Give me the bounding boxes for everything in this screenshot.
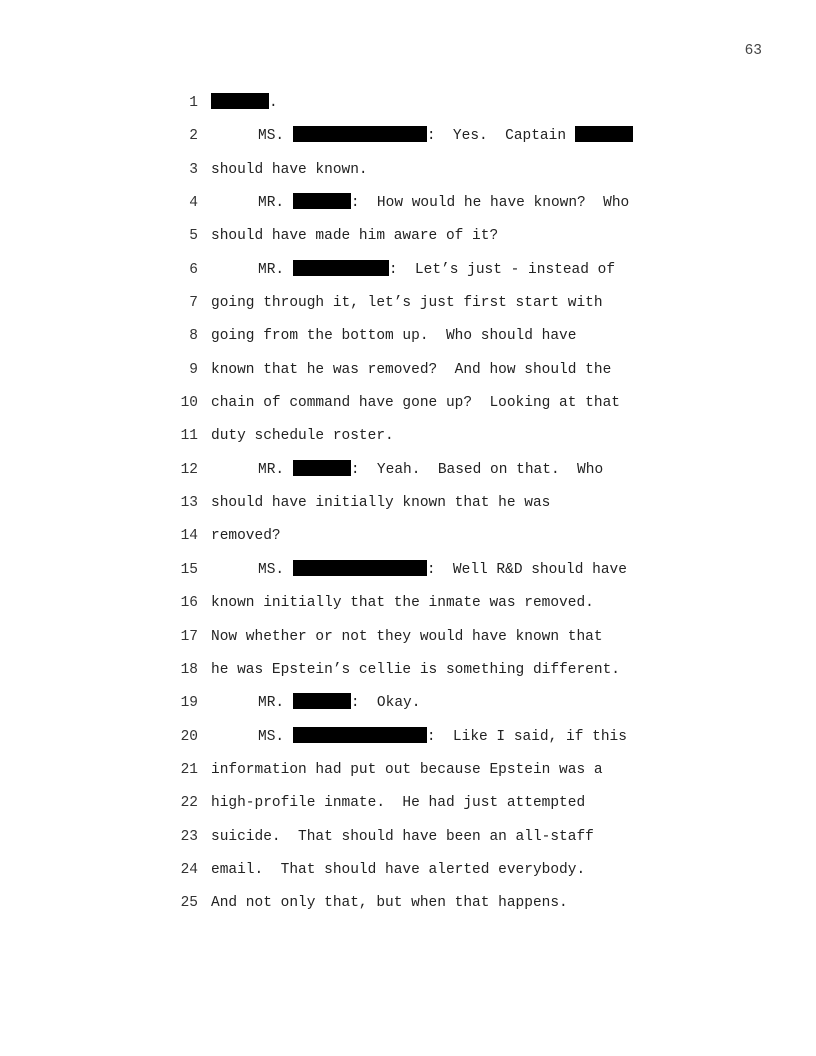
text-segment: chain of command have gone up? Looking at that: [211, 395, 620, 412]
text-segment: : Yes. Captain: [426, 128, 575, 145]
transcript-line: [0, 692, 816, 725]
transcript-body: [0, 92, 816, 926]
line-number: 25: [180, 895, 198, 912]
line-text: [211, 759, 603, 781]
line-number: 10: [180, 395, 198, 412]
text-segment: : Well R&D should have: [426, 561, 627, 578]
text-segment: duty schedule roster.: [211, 428, 394, 445]
text-segment: going from the bottom up. Who should have: [211, 328, 577, 345]
line-text: [211, 659, 620, 681]
redaction-box: [293, 126, 427, 142]
line-text: [211, 359, 611, 381]
redaction-box: [293, 693, 351, 709]
line-text: [258, 125, 633, 147]
line-number: 5: [189, 228, 198, 245]
line-number: 17: [180, 628, 198, 645]
line-number: 18: [180, 661, 198, 678]
text-segment: removed?: [211, 528, 281, 545]
line-text: [258, 192, 629, 214]
line-text: [211, 159, 368, 181]
transcript-line: [0, 792, 816, 825]
transcript-line: [0, 459, 816, 492]
redaction-box: [293, 193, 351, 209]
text-segment: MR.: [258, 695, 293, 712]
line-text: [211, 425, 394, 447]
line-text: [211, 292, 603, 314]
text-segment: high-profile inmate. He had just attempted: [211, 795, 586, 812]
line-number: 23: [180, 828, 198, 845]
redaction-box: [211, 93, 269, 109]
transcript-line: [0, 392, 816, 425]
line-text: [211, 492, 550, 514]
line-number: 9: [189, 361, 198, 378]
line-number: 19: [180, 695, 198, 712]
line-text: [211, 525, 281, 547]
line-number: 4: [189, 195, 198, 212]
line-text: [258, 559, 627, 581]
text-segment: MS.: [258, 128, 293, 145]
transcript-line: [0, 225, 816, 258]
line-text: [211, 859, 585, 881]
line-text: [211, 92, 278, 114]
line-text: [258, 259, 615, 281]
line-number: 14: [180, 528, 198, 545]
transcript-line: [0, 192, 816, 225]
line-text: [211, 626, 603, 648]
line-number: 13: [180, 495, 198, 512]
transcript-line: [0, 892, 816, 925]
text-segment: : Let’s just - instead of: [388, 261, 616, 278]
line-text: [211, 792, 585, 814]
redaction-box: [293, 460, 351, 476]
transcript-line: [0, 259, 816, 292]
transcript-line: [0, 659, 816, 692]
line-number: 6: [189, 261, 198, 278]
text-segment: known that he was removed? And how should the: [211, 361, 612, 378]
transcript-line: [0, 525, 816, 558]
line-text: [211, 325, 576, 347]
transcript-line: [0, 726, 816, 759]
redaction-box: [293, 727, 427, 743]
line-number: 11: [180, 428, 198, 445]
transcript-line: [0, 359, 816, 392]
transcript-line: [0, 626, 816, 659]
transcript-line: [0, 826, 816, 859]
line-text: [211, 892, 568, 914]
text-segment: And not only that, but when that happens.: [211, 895, 568, 912]
line-number: 21: [180, 761, 198, 778]
line-number: 8: [189, 328, 198, 345]
text-segment: : Yeah. Based on that. Who: [350, 461, 604, 478]
text-segment: information had put out because Epstein was a: [211, 761, 603, 778]
line-number: 12: [180, 461, 198, 478]
redaction-box: [293, 260, 389, 276]
text-segment: known initially that the inmate was removed.: [211, 595, 594, 612]
text-segment: : How would he have known? Who: [350, 195, 630, 212]
line-number: 22: [180, 795, 198, 812]
transcript-line: [0, 125, 816, 158]
transcript-line: [0, 559, 816, 592]
transcript-line: [0, 492, 816, 525]
text-segment: MR.: [258, 461, 293, 478]
text-segment: MS.: [258, 561, 293, 578]
line-text: [211, 826, 594, 848]
text-segment: should have made him aware of it?: [211, 228, 499, 245]
line-number: 15: [180, 561, 198, 578]
text-segment: MR.: [258, 261, 293, 278]
line-number: 24: [180, 861, 198, 878]
text-segment: should have known.: [211, 161, 368, 178]
text-segment: should have initially known that he was: [211, 495, 551, 512]
text-segment: MS.: [258, 728, 293, 745]
transcript-line: [0, 92, 816, 125]
line-text: [211, 225, 498, 247]
line-text: [258, 459, 603, 481]
redaction-box: [293, 560, 427, 576]
text-segment: MR.: [258, 195, 293, 212]
text-segment: suicide. That should have been an all-staff: [211, 828, 594, 845]
text-segment: going through it, let’s just first start with: [211, 295, 603, 312]
text-segment: he was Epstein’s cellie is something different.: [211, 661, 620, 678]
transcript-line: [0, 592, 816, 625]
transcript-line: [0, 859, 816, 892]
transcript-line: [0, 325, 816, 358]
line-text: [258, 692, 420, 714]
line-text: [211, 392, 620, 414]
line-number: 1: [189, 95, 198, 111]
transcript-line: [0, 292, 816, 325]
line-number: 20: [180, 728, 198, 745]
page-number: 63: [744, 43, 762, 59]
line-number: 3: [189, 161, 198, 178]
line-number: 2: [189, 128, 198, 145]
line-text: [258, 726, 627, 748]
transcript-line: [0, 759, 816, 792]
text-segment: .: [269, 95, 278, 111]
text-segment: : Like I said, if this: [426, 728, 627, 745]
text-segment: email. That should have alerted everybody.: [211, 861, 586, 878]
transcript-line: [0, 159, 816, 192]
text-segment: : Okay.: [350, 695, 421, 712]
line-text: [211, 592, 594, 614]
transcript-line: [0, 425, 816, 458]
line-number: 16: [180, 595, 198, 612]
text-segment: Now whether or not they would have known that: [211, 628, 603, 645]
redaction-box: [575, 126, 633, 142]
line-number: 7: [189, 295, 198, 312]
